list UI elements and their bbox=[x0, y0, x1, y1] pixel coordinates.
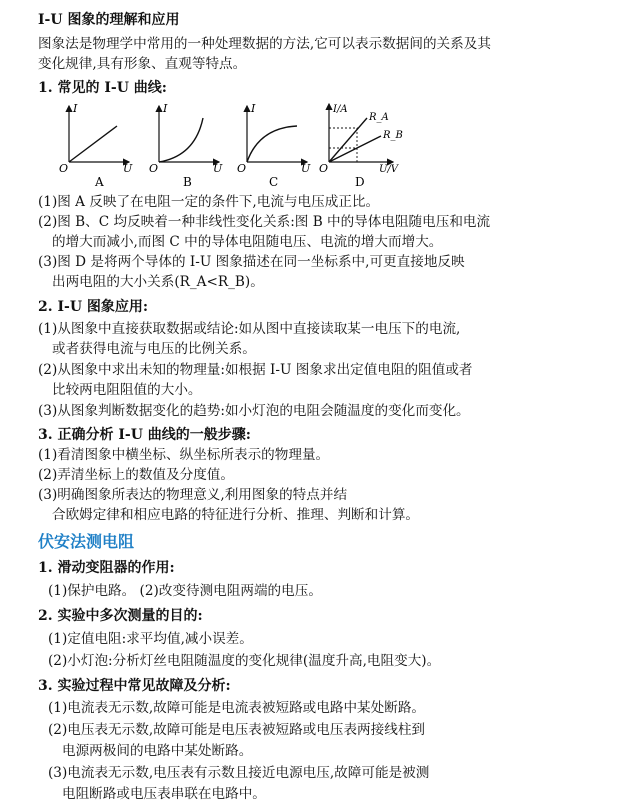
section-1-item-1: (1)图 A 反映了在电阻一定的条件下,电流与电压成正比。 bbox=[38, 194, 380, 210]
graph-d-axis-u-unit: U/V bbox=[379, 164, 399, 175]
graph-b-axis-u: U bbox=[213, 162, 223, 175]
graph-d-line-ra bbox=[329, 118, 367, 162]
part-2-heading-2: 2. 实验中多次测量的目的: bbox=[38, 608, 203, 624]
graph-d bbox=[319, 104, 403, 188]
part-2-item-3-1: (1)电流表无示数,故障可能是电流表被短路或电路中某处断路。 bbox=[48, 700, 426, 716]
graph-b-origin: O bbox=[149, 162, 159, 175]
section-2-item-2: (2)从图象中求出未知的物理量:如根据 I-U 图象求出定值电阻的阻值或者 bbox=[38, 362, 473, 378]
section-1-item-2-cont: 的增大而减小,而图 C 中的导体电阻随电压、电流的增大而增大。 bbox=[52, 234, 443, 250]
section-2-item-1: (1)从图象中直接获取数据或结论:如从图中直接读取某一电压下的电流, bbox=[38, 321, 461, 337]
graph-d-origin: O bbox=[319, 162, 329, 175]
section-3-item-2: (2)弄清坐标上的数值及分度值。 bbox=[38, 467, 234, 483]
part-2-heading-3: 3. 实验过程中常见故障及分析: bbox=[38, 678, 231, 694]
graph-a-label: A bbox=[95, 175, 104, 188]
graph-b-axis-i: I bbox=[163, 102, 168, 115]
graph-d-label-ra: R_A bbox=[369, 112, 389, 123]
graph-a-line bbox=[69, 126, 117, 162]
part-2-item-3-2: (2)电压表无示数,故障可能是电压表被短路或电压表两接线柱到 bbox=[48, 722, 426, 738]
part-2-item-2-2: (2)小灯泡:分析灯丝电阻随温度的变化规律(温度升高,电阻变大)。 bbox=[48, 653, 441, 669]
section-1-item-3: (3)图 D 是将两个导体的 I-U 图象描述在同一坐标系中,可更直接地反映 bbox=[38, 254, 465, 270]
part-2-title: 伏安法测电阻 bbox=[38, 532, 135, 551]
page-title: I-U 图象的理解和应用 bbox=[38, 12, 180, 28]
graph-d-line-rb bbox=[329, 136, 381, 162]
section-3-item-3: (3)明确图象所表达的物理意义,利用图象的特点并结 bbox=[38, 487, 348, 503]
section-1-item-3-cont: 出两电阻的大小关系(R_A<R_B)。 bbox=[52, 274, 264, 290]
graph-c-origin: O bbox=[237, 162, 247, 175]
part-2-item-3-3: (3)电流表无示数,电压表有示数且接近电源电压,故障可能是被测 bbox=[48, 765, 430, 781]
part-2-item-3-3-cont: 电阻断路或电压表串联在电路中。 bbox=[62, 786, 266, 802]
graph-b-curve bbox=[159, 118, 203, 162]
graph-b bbox=[149, 102, 223, 188]
section-1-item-2: (2)图 B、C 均反映着一种非线性变化关系:图 B 中的导体电阻随电压和电流 bbox=[38, 214, 491, 230]
graph-c bbox=[237, 102, 311, 188]
section-2-item-1-cont: 或者获得电流与电压的比例关系。 bbox=[52, 341, 256, 357]
section-3-heading: 3. 正确分析 I-U 曲线的一般步骤: bbox=[38, 427, 251, 443]
section-2-heading: 2. I-U 图象应用: bbox=[38, 299, 149, 315]
iu-graphs-figure bbox=[55, 100, 495, 188]
part-2-item-3-2-cont: 电源两极间的电路中某处断路。 bbox=[62, 743, 253, 759]
section-1-heading: 1. 常见的 I-U 曲线: bbox=[38, 80, 167, 96]
graph-d-label: D bbox=[355, 175, 365, 188]
graph-b-label: B bbox=[183, 175, 192, 188]
graph-c-axis-u: U bbox=[301, 162, 311, 175]
intro-line-2: 变化规律,具有形象、直观等特点。 bbox=[38, 56, 247, 72]
graph-a-axis-u: U bbox=[123, 162, 133, 175]
section-2-item-2-cont: 比较两电阻阻值的大小。 bbox=[52, 382, 202, 398]
graph-d-axis-i-unit: I/A bbox=[333, 104, 348, 115]
graph-a bbox=[59, 102, 133, 188]
graph-a-origin: O bbox=[59, 162, 69, 175]
graph-c-label: C bbox=[269, 175, 279, 188]
part-2-item-2-1: (1)定值电阻:求平均值,减小误差。 bbox=[48, 631, 253, 647]
part-2-item-1: (1)保护电路。 (2)改变待测电阻两端的电压。 bbox=[48, 583, 322, 599]
section-2-item-3: (3)从图象判断数据变化的趋势:如小灯泡的电阻会随温度的变化而变化。 bbox=[38, 403, 470, 419]
section-3-item-3-cont: 合欧姆定律和相应电路的特征进行分析、推理、判断和计算。 bbox=[52, 507, 420, 523]
intro-line-1: 图象法是物理学中常用的一种处理数据的方法,它可以表示数据间的关系及其 bbox=[38, 36, 491, 52]
graph-a-axis-i: I bbox=[73, 102, 78, 115]
graph-c-axis-i: I bbox=[251, 102, 256, 115]
part-2-heading-1: 1. 滑动变阻器的作用: bbox=[38, 560, 175, 576]
graph-c-curve bbox=[247, 126, 297, 162]
graph-d-label-rb: R_B bbox=[383, 130, 403, 141]
section-3-item-1: (1)看清图象中横坐标、纵坐标所表示的物理量。 bbox=[38, 447, 330, 463]
